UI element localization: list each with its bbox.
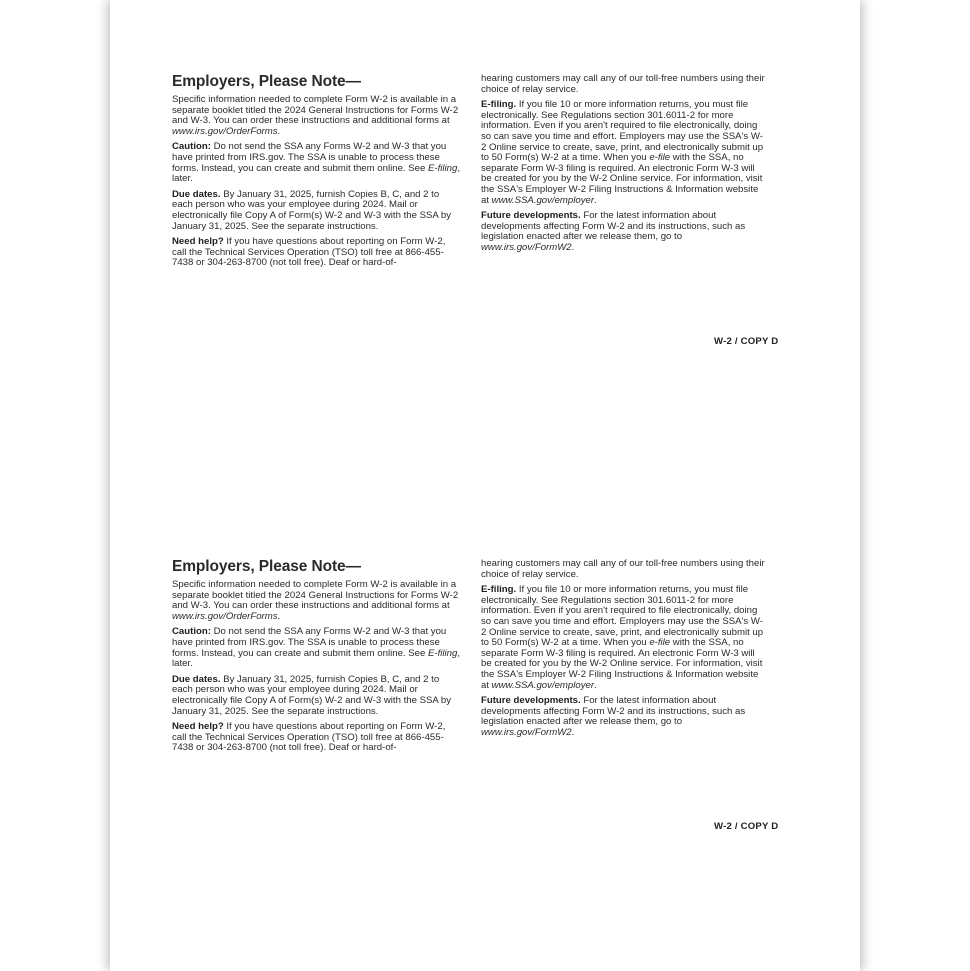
efiling-paragraph: E-filing. If you file 10 or more information returns, you must file electronically. See Regulations section 301.6011-2 for more information. Even if you aren't required to file electronically, doing so can save you time and effort. Employers may use the SSA's W-2 Online service to create, save, print, and electronically submit up to 50 Form(s) W-2 at a time. When you e-file with the SSA, no separate Form W-3 filing is required. An electronic Form W-3 will be created for you by the W-2 Online service. For information, visit the SSA's Employer W-2 Filing Instructions & Information website at www.SSA.gov/employer. xyxy=(481,99,764,206)
caution-paragraph: Caution: Do not send the SSA any Forms W-2 and W-3 that you have printed from IRS.gov. The SSA is unable to process these forms. Instead, you can create and submit them online. See E-filing, later. xyxy=(172,626,460,670)
due-dates-paragraph: Due dates. By January 31, 2025, furnish Copies B, C, and 2 to each person who was your employee during 2024. Mail or electronically file Copy A of Form(s) W-2 and W-3 with the SSA by January 31, 2025. See the separate instructions. xyxy=(172,673,452,717)
intro-paragraph: Specific information needed to complete Form W-2 is available in a separate booklet titled the 2024 General Instructions for Forms W-2 and W-3. You can order these instructions and additional forms at www.irs.gov/OrderForms. xyxy=(172,579,459,622)
caution-paragraph: Caution: Do not send the SSA any Forms W-2 and W-3 that you have printed from IRS.gov. The SSA is unable to process these forms. Instead, you can create and submit them online. See E-filing, later. xyxy=(172,141,460,185)
right-column xyxy=(481,74,766,259)
form-w2-link[interactable]: www.irs.gov/FormW2 xyxy=(481,726,572,738)
form-sheet xyxy=(110,0,860,971)
copy-label: W-2 / COPY D xyxy=(714,336,779,347)
left-column xyxy=(172,73,462,274)
copy-label: W-2 / COPY D xyxy=(714,821,779,832)
continued-paragraph: hearing customers may call any of our toll-free numbers using their choice of relay service. xyxy=(481,73,765,95)
future-developments-paragraph: Future developments. For the latest information about developments affecting Form W-2 and its instructions, such as legislation enacted after we release them, go to www.irs.gov/FormW2. xyxy=(481,695,746,738)
form-w2-link[interactable]: www.irs.gov/FormW2 xyxy=(481,241,572,253)
copy-d-bottom xyxy=(110,485,860,970)
left-column xyxy=(172,558,462,759)
ssa-employer-link[interactable]: www.SSA.gov/employer xyxy=(491,194,595,206)
future-developments-paragraph: Future developments. For the latest information about developments affecting Form W-2 and its instructions, such as legislation enacted after we release them, go to www.irs.gov/FormW2. xyxy=(481,210,746,253)
ssa-employer-link[interactable]: www.SSA.gov/employer xyxy=(491,679,595,691)
order-forms-link[interactable]: www.irs.gov/OrderForms xyxy=(172,125,278,137)
section-heading: Employers, Please Note— xyxy=(172,558,361,575)
right-column xyxy=(481,559,766,744)
order-forms-link[interactable]: www.irs.gov/OrderForms xyxy=(172,610,278,622)
due-dates-paragraph: Due dates. By January 31, 2025, furnish Copies B, C, and 2 to each person who was your employee during 2024. Mail or electronically file Copy A of Form(s) W-2 and W-3 with the SSA by January 31, 2025. See the separate instructions. xyxy=(172,188,452,232)
need-help-paragraph: Need help? If you have questions about reporting on Form W-2, call the Technical Services Operation (TSO) toll free at 866-455-7438 or 304-263-8700 (not toll free). Deaf or hard-of- xyxy=(172,721,446,754)
need-help-paragraph: Need help? If you have questions about reporting on Form W-2, call the Technical Services Operation (TSO) toll free at 866-455-7438 or 304-263-8700 (not toll free). Deaf or hard-of- xyxy=(172,236,446,269)
section-heading: Employers, Please Note— xyxy=(172,73,361,90)
copy-d-top xyxy=(110,0,860,485)
continued-paragraph: hearing customers may call any of our toll-free numbers using their choice of relay service. xyxy=(481,558,765,580)
intro-paragraph: Specific information needed to complete Form W-2 is available in a separate booklet titled the 2024 General Instructions for Forms W-2 and W-3. You can order these instructions and additional forms at www.irs.gov/OrderForms. xyxy=(172,94,459,137)
efiling-paragraph: E-filing. If you file 10 or more information returns, you must file electronically. See Regulations section 301.6011-2 for more information. Even if you aren't required to file electronically, doing so can save you time and effort. Employers may use the SSA's W-2 Online service to create, save, print, and electronically submit up to 50 Form(s) W-2 at a time. When you e-file with the SSA, no separate Form W-3 filing is required. An electronic Form W-3 will be created for you by the W-2 Online service. For information, visit the SSA's Employer W-2 Filing Instructions & Information website at www.SSA.gov/employer. xyxy=(481,584,764,691)
